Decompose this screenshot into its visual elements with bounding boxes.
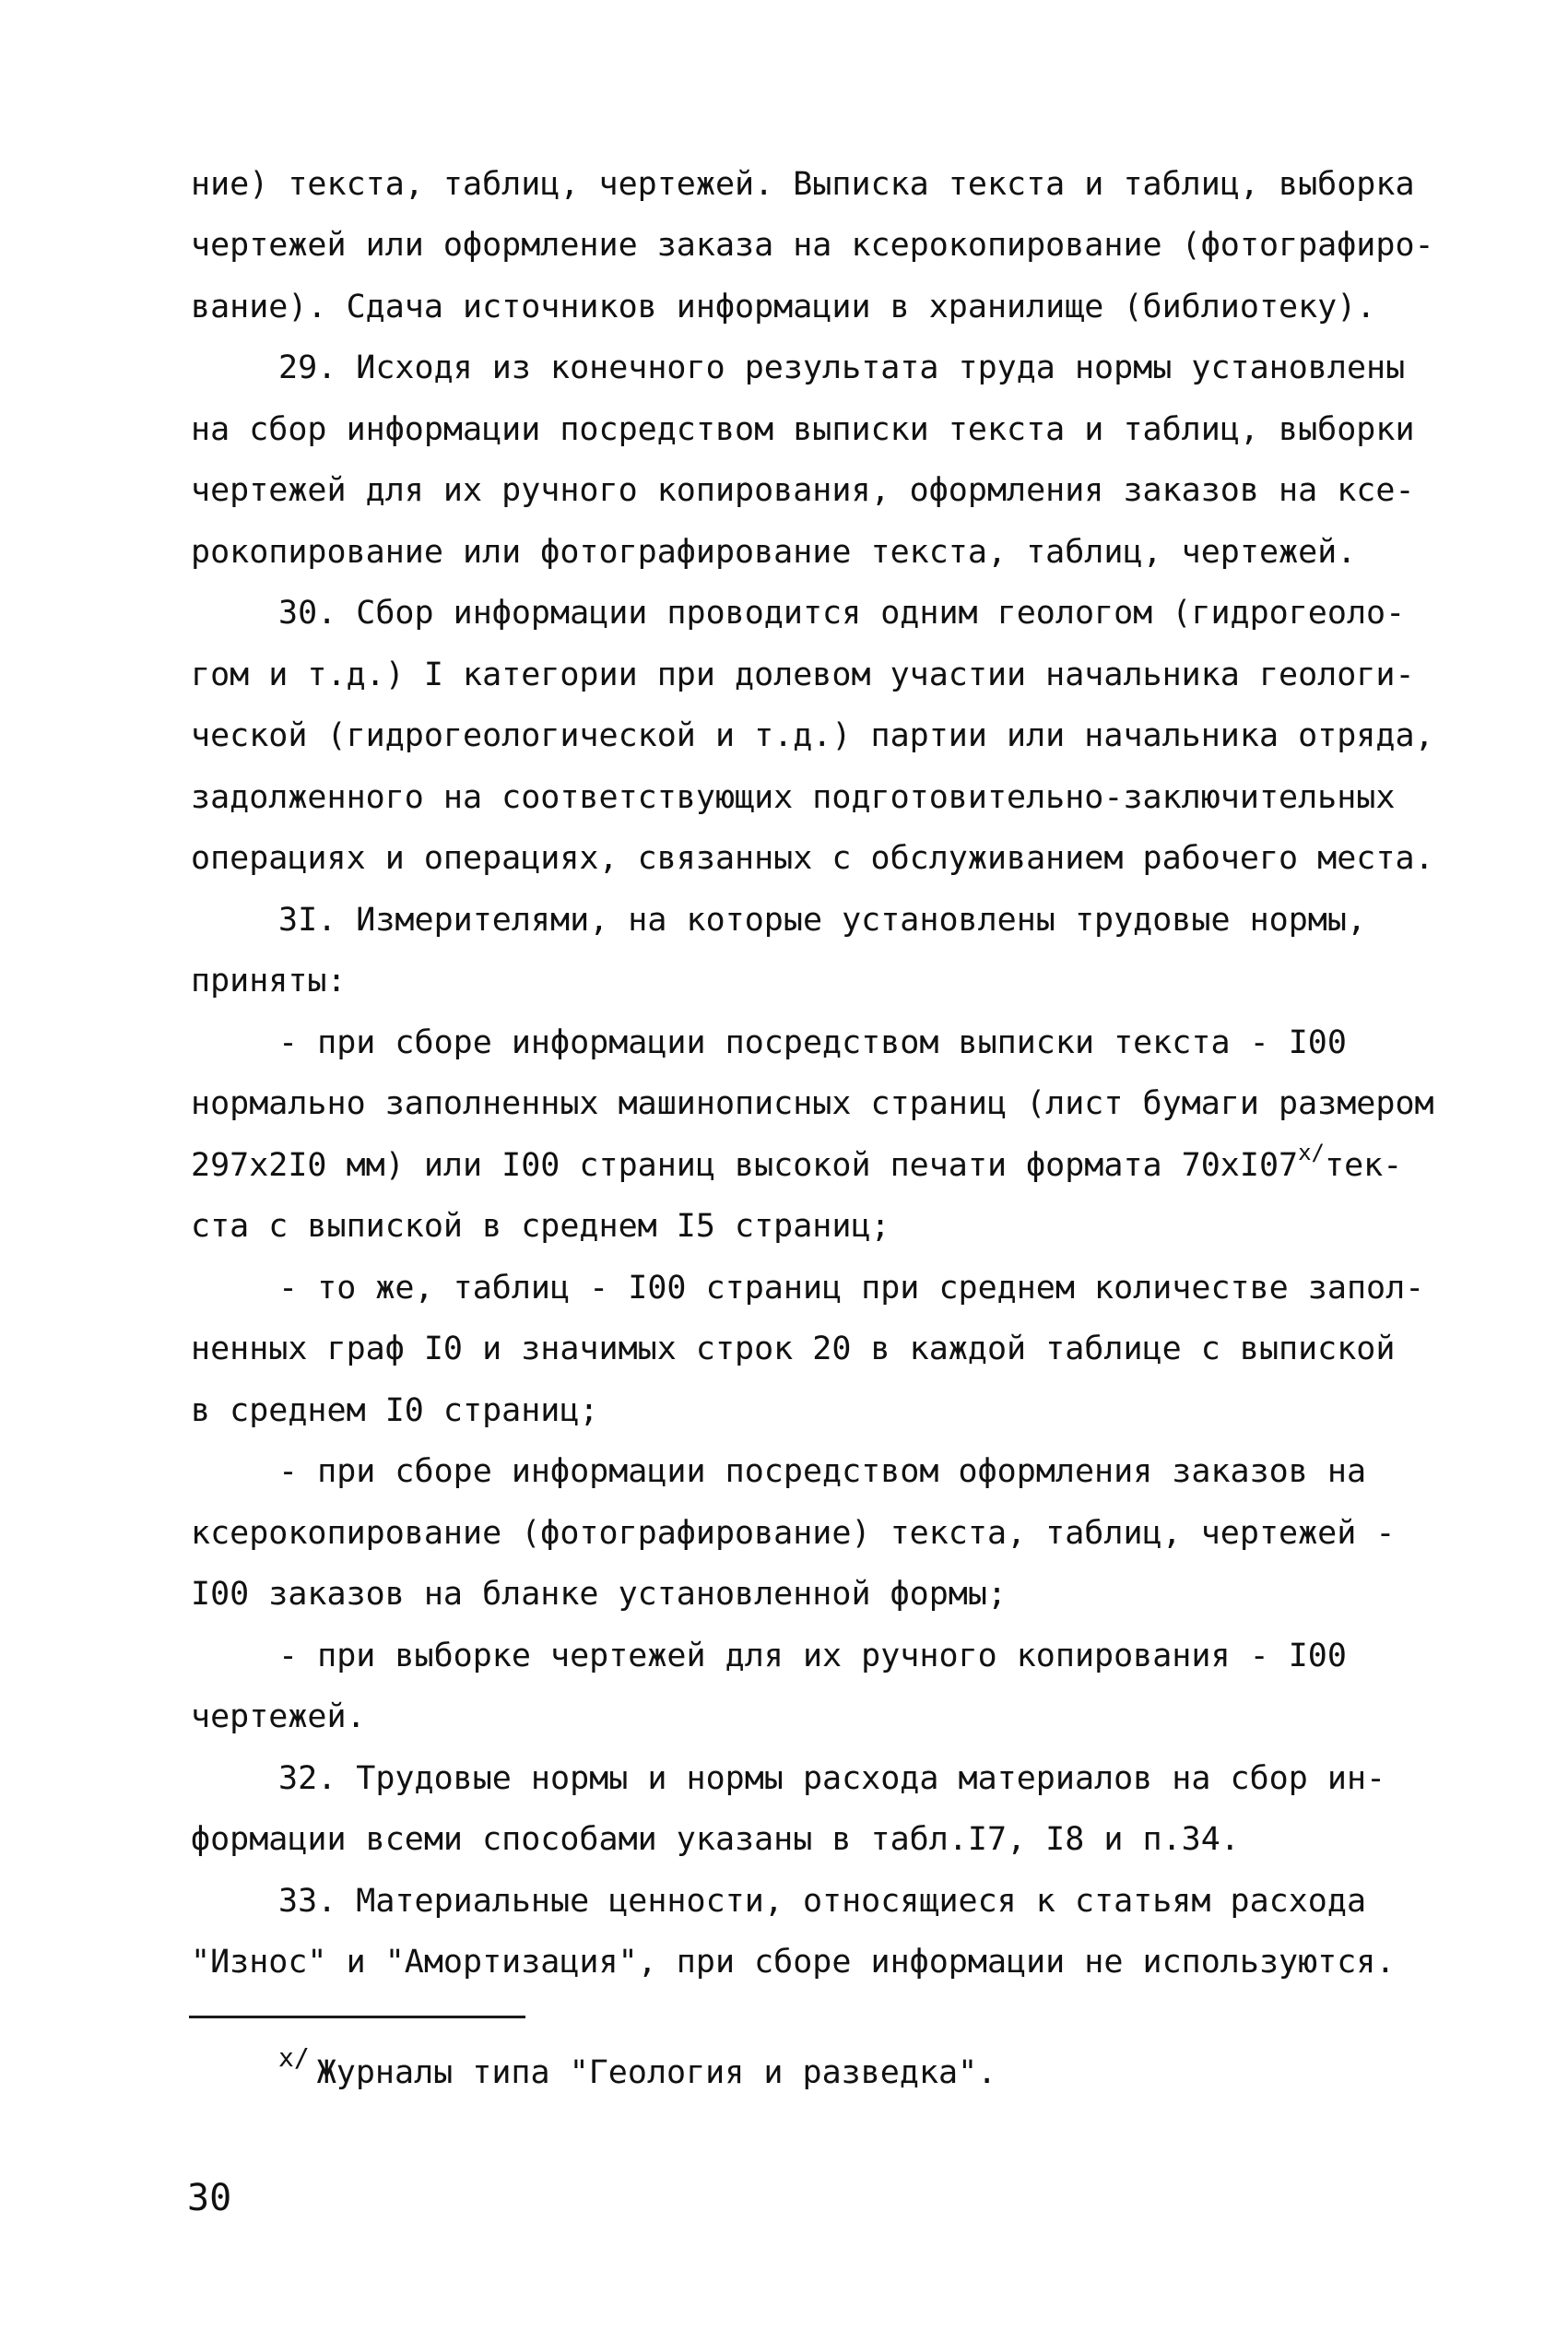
paragraph-30-start: 30. Сбор информации проводится одним геологом (гидрогеоло- — [278, 595, 1406, 632]
text-segment: тек- — [1325, 1147, 1403, 1184]
list-item-start: - при сборе информации посредством оформления заказов на — [278, 1453, 1367, 1490]
paragraph-29-start: 29. Исходя из конечного результата труда нормы установлены — [278, 349, 1406, 386]
list-item-start: - при выборке чертежей для их ручного копирования - I00 — [278, 1638, 1347, 1674]
text-line: чертежей или оформление заказа на ксерокопирование (фотографиро- — [191, 227, 1434, 264]
text-line: в среднем I0 страниц; — [191, 1392, 599, 1429]
text-line: ческой (гидрогеологической и т.д.) партии или начальника отряда, — [191, 717, 1434, 754]
text-line: вание). Сдача источников информации в хранилище (библиотеку). — [191, 289, 1376, 325]
page-number: 30 — [187, 2177, 232, 2219]
text-line: гом и т.д.) I категории при долевом участии начальника геологи- — [191, 656, 1415, 693]
text-line: чертежей для их ручного копирования, оформления заказов на ксе- — [191, 472, 1415, 509]
text-line: "Износ" и "Амортизация", при сборе информации не используются. — [191, 1944, 1396, 1981]
footnote — [278, 2042, 997, 2095]
list-item-start: - при сборе информации посредством выписки текста - I00 — [278, 1024, 1347, 1061]
list-item-start: - то же, таблиц - I00 страниц при среднем количестве запол- — [278, 1270, 1425, 1307]
footnote-divider — [189, 2016, 525, 2018]
text-line-with-footnote-ref — [191, 1140, 1403, 1186]
text-line: ста с выпиской в среднем I5 страниц; — [191, 1208, 890, 1245]
text-line: операциях и операциях, связанных с обслуживанием рабочего места. — [191, 840, 1434, 877]
text-line: I00 заказов на бланке установленной формы; — [191, 1576, 1008, 1613]
text-line: нормально заполненных машинописных страниц (лист бумаги размером — [191, 1085, 1434, 1122]
text-line: чертежей. — [191, 1698, 366, 1735]
paragraph-31-start: 3I. Измерителями, на которые установлены трудовые нормы, — [278, 902, 1367, 939]
text-line: рокопирование или фотографирование текста, таблиц, чертежей. — [191, 534, 1357, 571]
footnote-reference: x/ — [1298, 1140, 1325, 1166]
text-line: приняты: — [191, 963, 347, 999]
text-line: ненных граф I0 и значимых строк 20 в каждой таблице с выпиской — [191, 1331, 1396, 1367]
text-line: на сбор информации посредством выписки текста и таблиц, выборки — [191, 411, 1415, 448]
footnote-mark: x/ — [278, 2042, 310, 2073]
paragraph-33-start: 33. Материальные ценности, относящиеся к статьям расхода — [278, 1883, 1367, 1920]
text-line: ксерокопирование (фотографирование) текста, таблиц, чертежей - — [191, 1515, 1396, 1552]
text-line: формации всеми способами указаны в табл.I7, I8 и п.34. — [191, 1821, 1240, 1858]
paragraph-32-start: 32. Трудовые нормы и нормы расхода материалов на сбор ин- — [278, 1760, 1386, 1797]
text-line: задолженного на соответствующих подготовительно-заключительных — [191, 779, 1396, 816]
text-segment: 297x2I0 мм) или I00 страниц высокой печати формата 70xI07 — [191, 1147, 1299, 1184]
footnote-text: Журналы типа "Геология и разведка". — [316, 2054, 997, 2091]
text-line: ние) текста, таблиц, чертежей. Выписка текста и таблиц, выборка — [191, 166, 1415, 203]
